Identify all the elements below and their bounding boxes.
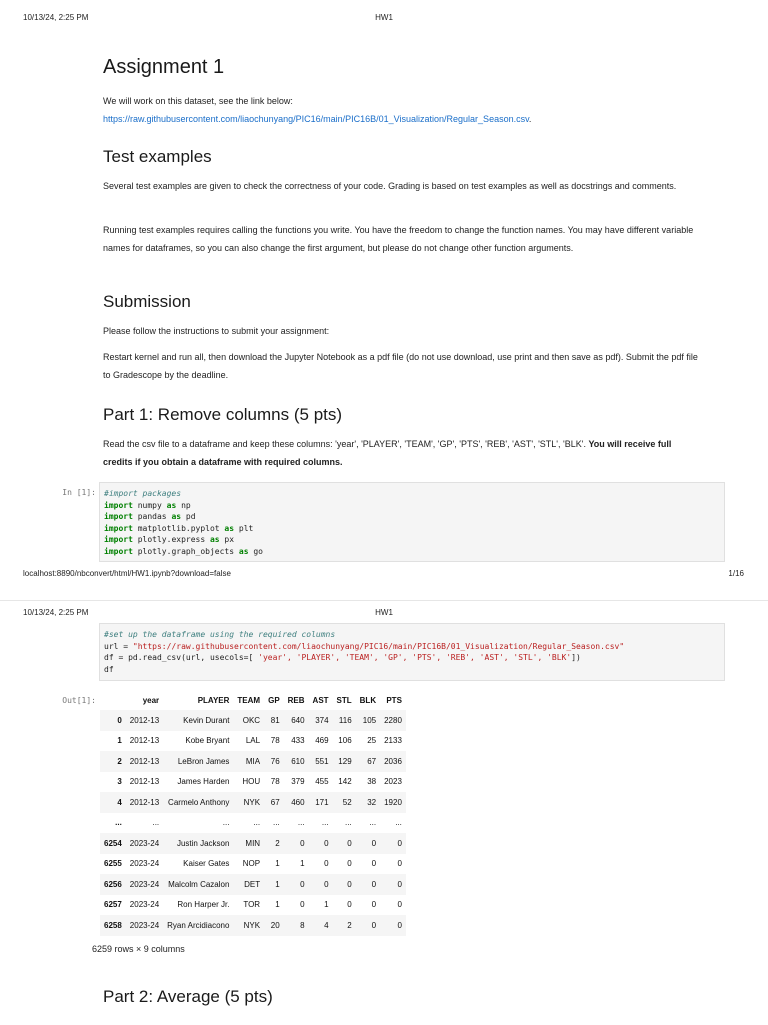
code-line-2: import pandas as pd (104, 512, 196, 522)
part1-bold-text: You will receive full credits if you obtain a dataframe with required columns. (103, 439, 672, 467)
table-row-index: 1 (117, 736, 122, 746)
header-timestamp: 10/13/24, 2:25 PM (23, 13, 89, 22)
table-cell: LAL (245, 736, 261, 746)
table-cell: ... (297, 818, 305, 828)
code-line-3: import matplotlib.pyplot as plt (104, 523, 254, 533)
table-cell: 0 (397, 920, 402, 930)
part1-text: Read the csv file to a dataframe and keep these columns: 'year', 'PLAYER', 'TEAM', 'GP', 'PTS', 'REB', 'AST', 'STL', 'BLK'. (103, 439, 589, 449)
dataframe-table (100, 690, 406, 936)
table-cell: 379 (291, 777, 305, 787)
table-cell: 2023 (384, 777, 402, 787)
table-index-header (100, 690, 126, 710)
table-row-index: 6255 (104, 859, 122, 869)
table-cell: 2023-24 (129, 900, 160, 910)
table-cell: 2012-13 (129, 797, 160, 807)
input-prompt: In [1]: (62, 488, 96, 497)
table-cell: 2012-13 (129, 777, 160, 787)
table-row (100, 751, 406, 772)
table-row-index: 0 (117, 715, 122, 725)
table-row (100, 792, 406, 813)
table-cell: 0 (300, 838, 305, 848)
table-cell: 0 (371, 859, 377, 869)
table-cell: 0 (397, 879, 402, 889)
table-cell: 0 (397, 838, 402, 848)
table-cell: HOU (242, 777, 261, 787)
table-cell: 1920 (384, 797, 402, 807)
table-cell: Ryan Arcidiacono (167, 920, 230, 930)
table-cell: 2012-13 (129, 756, 160, 766)
table-cell: 1 (275, 900, 280, 910)
header-title: HW1 (375, 608, 393, 617)
table-cell: 4 (324, 920, 329, 930)
table-cell: 106 (338, 736, 352, 746)
table-row (100, 895, 406, 916)
table-cell: Kaiser Gates (183, 859, 230, 869)
table-cell: 2133 (384, 736, 402, 746)
table-cell: 0 (397, 859, 402, 869)
table-cell: 640 (291, 715, 305, 725)
table-cell: 1 (324, 900, 329, 910)
table-cell: 78 (270, 736, 280, 746)
table-cell: 0 (371, 838, 377, 848)
table-row-index: 6258 (104, 920, 122, 930)
table-cell: 0 (324, 838, 329, 848)
table-cell: MIN (245, 838, 261, 848)
table-cell: 0 (300, 900, 305, 910)
table-cell: MIA (245, 756, 261, 766)
table-cell: Justin Jackson (176, 838, 230, 848)
table-row (100, 772, 406, 793)
table-cell: 0 (347, 900, 352, 910)
intro-paragraph (103, 93, 703, 128)
table-cell: 129 (338, 756, 352, 766)
table-cell: 0 (347, 859, 352, 869)
table-cell: 25 (367, 736, 377, 746)
table-cell: 81 (270, 715, 280, 725)
table-cell: ... (321, 818, 329, 828)
table-cell: 52 (342, 797, 352, 807)
table-column-header: year (142, 695, 160, 705)
table-column-header: GP (268, 695, 280, 705)
table-row (100, 710, 406, 731)
table-cell: 0 (397, 900, 402, 910)
table-cell: 0 (324, 879, 329, 889)
table-column-header: REB (287, 695, 305, 705)
table-cell: 433 (291, 736, 305, 746)
table-cell: 116 (338, 715, 352, 725)
table-cell: 1 (275, 879, 280, 889)
table-cell: 0 (324, 859, 329, 869)
table-cell: OKC (242, 715, 261, 725)
table-cell: 2023-24 (129, 879, 160, 889)
table-cell: TOR (243, 900, 261, 910)
table-row-index: 4 (117, 797, 122, 807)
table-header-row (100, 690, 406, 710)
table-row-index: 6257 (104, 900, 122, 910)
table-cell: 32 (367, 797, 377, 807)
page-header (0, 13, 768, 25)
table-cell: 0 (300, 879, 305, 889)
table-cell: 38 (367, 777, 377, 787)
table-row (100, 874, 406, 895)
code-cell-dataframe[interactable] (99, 623, 725, 681)
test-paragraph-1: Several test examples are given to check the correctness of your code. Grading is based on test examples as well as docstrings and comments. (103, 181, 677, 191)
table-cell: 0 (347, 838, 352, 848)
table-column-header: AST (312, 695, 329, 705)
table-row-index: 6256 (104, 879, 122, 889)
table-cell: 460 (291, 797, 305, 807)
table-cell: 67 (270, 797, 280, 807)
code-comment: #import packages (104, 489, 182, 498)
table-cell: 2023-24 (129, 859, 160, 869)
table-cell: 0 (347, 879, 352, 889)
table-cell: NYK (243, 920, 261, 930)
table-cell: 2 (347, 920, 352, 930)
table-row (100, 915, 406, 936)
test-examples-heading: Test examples (103, 147, 212, 166)
part1-heading: Part 1: Remove columns (5 pts) (103, 405, 343, 424)
footer-page-number: 1/16 (728, 569, 744, 578)
test-paragraph-2: Running test examples requires calling the functions you write. You have the freedom to change the function names. You may have different variable names for dataframes, so you can also change the first argument, but please do not change other function arguments. (103, 225, 694, 253)
table-cell: 2 (275, 838, 280, 848)
table-row-index: 3 (117, 777, 122, 787)
table-cell: Kevin Durant (183, 715, 230, 725)
table-column-header: TEAM (237, 695, 261, 705)
table-cell: 1 (300, 859, 305, 869)
table-cell: 2012-13 (129, 736, 160, 746)
table-column-header: BLK (359, 695, 377, 705)
pdf-page-2 (0, 600, 768, 1025)
intro-text: We will work on this dataset, see the link below: (103, 96, 293, 106)
table-column-header: PTS (386, 695, 402, 705)
header-timestamp: 10/13/24, 2:25 PM (23, 608, 89, 617)
table-cell: ... (253, 818, 261, 828)
table-row (100, 833, 406, 854)
table-cell: 469 (315, 736, 329, 746)
table-cell: 2036 (384, 756, 402, 766)
table-cell: 551 (315, 756, 329, 766)
table-cell: 105 (362, 715, 377, 725)
table-cell: NYK (243, 797, 261, 807)
table-cell: 2280 (384, 715, 402, 725)
table-cell: 374 (315, 715, 329, 725)
table-row (100, 731, 406, 752)
submission-paragraph-1: Please follow the instructions to submit your assignment: (103, 326, 330, 336)
table-cell: 2012-13 (129, 715, 160, 725)
table-cell: Malcolm Cazalon (168, 879, 230, 889)
table-cell: 0 (371, 920, 377, 930)
table-cell: 1 (275, 859, 280, 869)
table-cell: NOP (242, 859, 261, 869)
header-title: HW1 (375, 13, 393, 22)
dataframe-shape: 6259 rows × 9 columns (92, 944, 185, 954)
table-cell: 142 (338, 777, 352, 787)
dataset-link[interactable]: https://raw.githubusercontent.com/liaochunyang/PIC16/main/PIC16B/01_Visualization/Regular_Season.csv (103, 113, 529, 124)
dataset-link-suffix: . (528, 113, 532, 124)
table-cell: 76 (270, 756, 280, 766)
table-cell: ... (369, 818, 377, 828)
table-cell: Carmelo Anthony (168, 797, 230, 807)
table-cell: 171 (315, 797, 329, 807)
table-cell: 2023-24 (129, 920, 160, 930)
page-header (0, 608, 768, 620)
part2-heading: Part 2: Average (5 pts) (103, 987, 273, 1006)
code-cell-imports[interactable] (99, 482, 725, 562)
table-cell: DET (244, 879, 261, 889)
code-comment: #set up the dataframe using the required columns (104, 630, 336, 639)
table-cell: ... (272, 818, 280, 828)
table-cell: 0 (371, 900, 377, 910)
table-cell: LeBron James (177, 756, 230, 766)
submission-heading: Submission (103, 292, 191, 311)
table-cell: 8 (300, 920, 305, 930)
submission-paragraph-2: Restart kernel and run all, then download the Jupyter Notebook as a pdf file (do not use download, use print and then save as pdf). Submit the pdf file to Gradescope by the deadline. (103, 352, 698, 380)
output-prompt: Out[1]: (62, 696, 96, 705)
code-line-5: import plotly.graph_objects as go (104, 546, 263, 556)
table-cell: James Harden (177, 777, 230, 787)
code-url-line: url = "https://raw.githubusercontent.com/liaochunyang/PIC16/main/PIC16B/01_Visualization/Regular_Season.csv" (104, 641, 625, 651)
table-column-header: PLAYER (197, 695, 230, 705)
page-title: Assignment 1 (103, 56, 225, 78)
table-cell: ... (152, 818, 160, 828)
code-read-line: df = pd.read_csv(url, usecols=[ 'year', 'PLAYER', 'TEAM', 'GP', 'PTS', 'REB', 'AST', 'STL', 'BLK']) (104, 653, 581, 663)
table-row-index: 6254 (104, 838, 122, 848)
table-cell: ... (395, 818, 402, 828)
table-row-index: 2 (117, 756, 122, 766)
table-cell: 78 (270, 777, 280, 787)
page-footer (0, 569, 768, 581)
table-cell: 20 (270, 920, 280, 930)
code-df-line: df (104, 664, 114, 674)
code-line-4: import plotly.express as px (104, 535, 235, 545)
table-cell: 610 (291, 756, 305, 766)
table-row (100, 854, 406, 875)
table-cell: 0 (371, 879, 377, 889)
code-line-1: import numpy as np (104, 500, 191, 510)
table-column-header: STL (336, 695, 352, 705)
part1-paragraph (103, 436, 703, 471)
table-cell: Ron Harper Jr. (177, 900, 230, 910)
table-row (100, 813, 406, 834)
table-cell: 2023-24 (129, 838, 160, 848)
table-cell: ... (222, 818, 230, 828)
table-cell: ... (344, 818, 352, 828)
table-cell: 455 (315, 777, 329, 787)
footer-url: localhost:8890/nbconvert/html/HW1.ipynb?download=false (23, 569, 231, 578)
table-row-index: ... (115, 818, 122, 828)
table-cell: 67 (367, 756, 377, 766)
table-cell: Kobe Bryant (185, 736, 230, 746)
